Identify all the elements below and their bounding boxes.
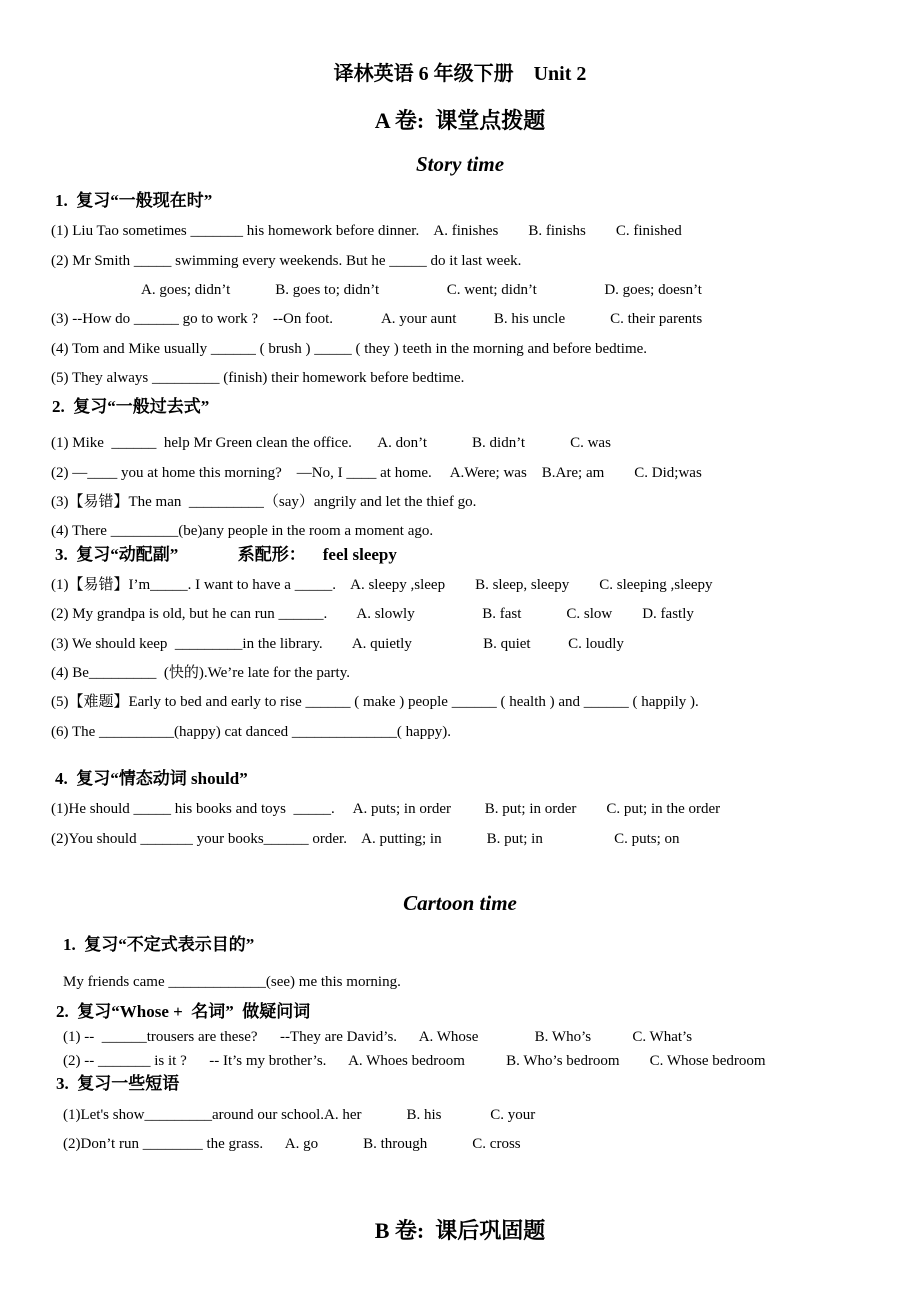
question-3-1: (1)【易错】I’m_____. I want to have a _____. A. sleepy ,sleep B. sleep, sleepy C. sleeping ,sleepy (51, 577, 713, 593)
question-1-2-options: A. goes; didn’t B. goes to; didn’t C. went; didn’t D. goes; doesn’t (141, 282, 702, 298)
question-2-3: (3)【易错】The man __________（say）angrily and let the thief go. (51, 494, 477, 510)
question-2-2: (2) —____ you at home this morning? —No, I ____ at home. A.Were; was B.Are; am C. Did;was (51, 465, 702, 481)
document-title: 译林英语 6 年级下册 Unit 2 (333, 63, 587, 85)
cartoon-time-heading: Cartoon time (403, 891, 517, 915)
cartoon-question-2-2: (2) -- _______ is it ? -- It’s my brother’s. A. Whoes bedroom B. Who’s bedroom C. Whose bedroom (63, 1053, 766, 1069)
paper-a-heading: A 卷: 课堂点拨题 (374, 108, 546, 133)
section-4-heading: 4. 复习“情态动词 should” (55, 769, 248, 788)
question-3-5: (5)【难题】Early to bed and early to rise ______ ( make ) people ______ ( health ) and ______ ( happily ). (51, 694, 699, 710)
cartoon-question-3-2: (2)Don’t run ________ the grass. A. go B. through C. cross (63, 1136, 521, 1152)
story-time-heading: Story time (415, 152, 505, 176)
section-1-heading: 1. 复习“一般现在时” (55, 191, 213, 210)
section-2-heading: 2. 复习“一般过去式” (52, 397, 210, 416)
cartoon-question-2-1: (1) -- ______trousers are these? --They are David’s. A. Whose B. Who’s C. What’s (63, 1029, 693, 1045)
question-3-4: (4) Be_________ (快的).We’re late for the party. (51, 665, 350, 681)
paper-b-heading: B 卷: 课后巩固题 (374, 1218, 546, 1243)
question-2-4: (4) There _________(be)any people in the room a moment ago. (51, 523, 434, 539)
question-1-1: (1) Liu Tao sometimes _______ his homework before dinner. A. finishes B. finishs C. finished (51, 223, 682, 239)
question-3-2: (2) My grandpa is old, but he can run ______. A. slowly B. fast C. slow D. fastly (51, 606, 694, 622)
question-1-3: (3) --How do ______ go to work ? --On foot. A. your aunt B. his uncle C. their parents (51, 311, 703, 327)
question-1-2: (2) Mr Smith _____ swimming every weekends. But he _____ do it last week. (51, 253, 522, 269)
cartoon-section-1-heading: 1. 复习“不定式表示目的” (63, 935, 255, 954)
question-4-2: (2)You should _______ your books______ order. A. putting; in B. put; in C. puts; on (51, 831, 680, 847)
cartoon-question-3-1: (1)Let's show_________around our school.A. her B. his C. your (63, 1107, 536, 1123)
cartoon-section-2-heading: 2. 复习“Whose + 名词” 做疑问词 (56, 1002, 311, 1021)
cartoon-question-1-1: My friends came _____________(see) me this morning. (63, 974, 401, 990)
question-4-1: (1)He should _____ his books and toys _____. A. puts; in order B. put; in order C. put; in the order (51, 801, 721, 817)
question-1-5: (5) They always _________ (finish) their homework before bedtime. (51, 370, 465, 386)
question-3-3: (3) We should keep _________in the library. A. quietly B. quiet C. loudly (51, 636, 624, 652)
cartoon-section-3-heading: 3. 复习一些短语 (56, 1074, 180, 1093)
question-3-6: (6) The __________(happy) cat danced ______________( happy). (51, 724, 452, 740)
question-2-1: (1) Mike ______ help Mr Green clean the office. A. don’t B. didn’t C. was (51, 435, 611, 451)
section-3-heading: 3. 复习“动配副” 系配形： feel sleepy (55, 545, 397, 564)
question-1-4: (4) Tom and Mike usually ______ ( brush ) _____ ( they ) teeth in the morning and before bedtime. (51, 341, 648, 357)
